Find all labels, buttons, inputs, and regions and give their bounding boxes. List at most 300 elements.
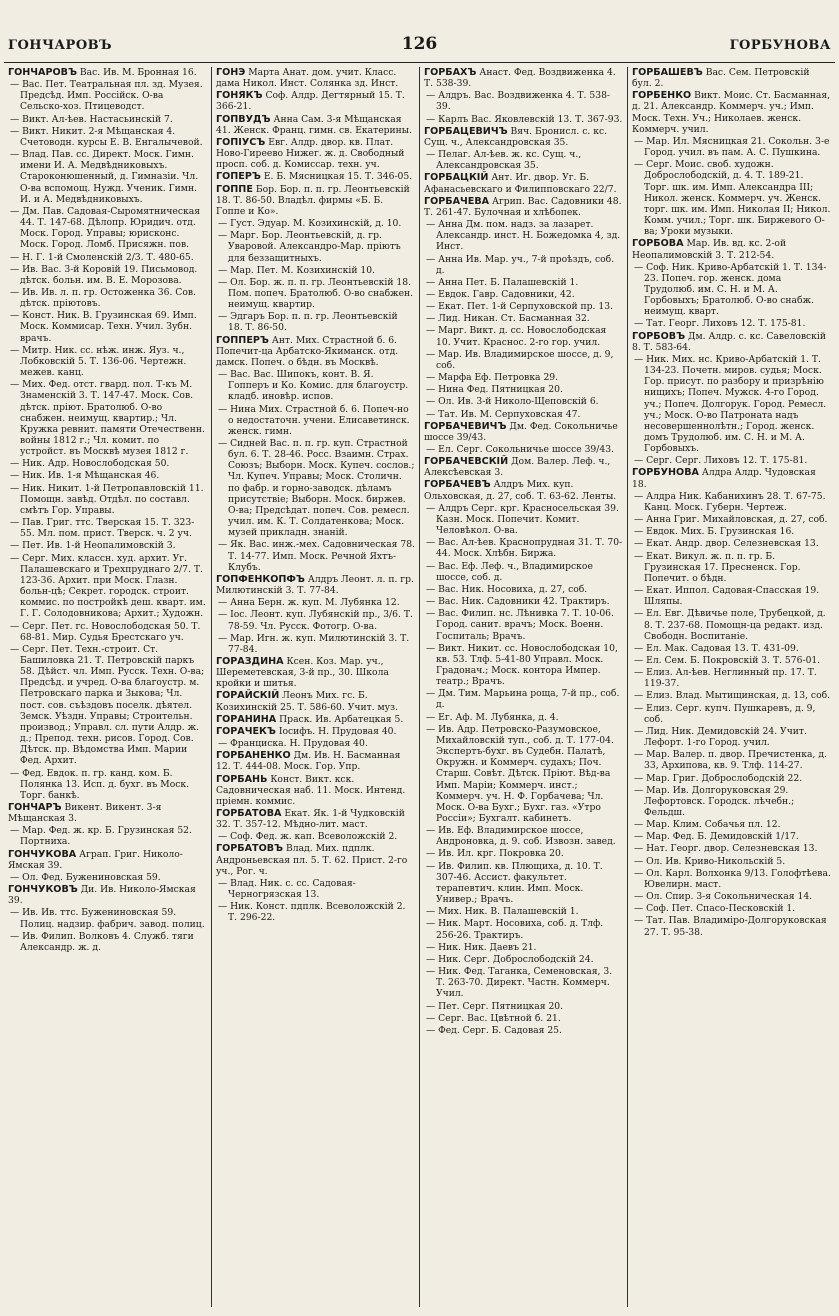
directory-entry [216,137,415,170]
entry-text: — Пет. Ив. 1-й Неопалимовскій 3. [10,540,176,552]
entry-text: — Ив. Ив. ттс. Бужениновская 59. Полиц. надзир. фабрич. завод. полиц. [10,907,205,930]
column-4 [628,67,835,1307]
directory-entry [424,67,623,89]
surname-heading: ГОРБАЦКІЙ [424,172,489,184]
directory-entry [216,184,415,217]
entry-text: — Серг. Моис. своб. художн. Доброслободскій, д. 4. Т. 189-21. Торг. шк. им. Имп. Александра ІІІ; Никол. женск. Коммерч. уч. Женск. торг. шк. им. Имп. Николая ІІ; Никол. Комм. учил.; Торг. шк. Биржевого О-ва; Уроки музыки. [634,159,831,238]
entry-text: — Ол. Карл. Волхонка 9/13. Голофтѣева. Ювелирн. маст. [634,867,831,890]
entry-text: — Анна Дм. пом. надз. за лазарет. Александр. инст. Н. Божедомка 4, зд. Инст. [426,219,621,253]
entry-text: Дом. Валер. Леф. ч., Алексѣевская 3. [424,456,611,479]
directory-entry [216,738,415,749]
entry-text: — Марг. Бор. Леонтьевскій, д. гр. Уваровой. Александро-Мар. пріютъ для беззащитныхъ. [218,230,401,264]
directory-entry [216,878,415,900]
entry-text: — Пелаг. Ал-ѣев. ж. кс. Сущ. ч., Александровская 35. [426,149,582,172]
entry-text: — Конст. Ник. В. Грузинская 69. Имп. Моск. Коммисар. Техн. Учил. Зубн. врачъ. [10,310,197,344]
directory-entry [8,540,207,551]
directory-entry [216,714,415,725]
surname-heading: ГОРБОВЪ [632,330,686,342]
entry-text: — Мар. Клим. Собачья пл. 12. [634,819,781,831]
directory-entry [8,872,207,883]
directory-entry [424,503,623,536]
directory-entry [424,942,623,953]
entry-text: — Вас. Вас. Шипокъ, конт. В. Я. Гопперъ и Ко. Комис. для благоустр. кладб. иновѣр. испов. [218,369,409,403]
page-header [4,0,835,63]
directory-entry [8,252,207,263]
directory-entry [8,67,207,78]
entry-text: Алдра Алдр. Чудовская 18. [632,467,816,490]
surname-heading: ГОНЧАРЪ [8,802,62,813]
surname-heading: ГОРБУНОВА [632,467,699,479]
entry-text: — Влад. Пав. сс. Директ. Моск. Гимн. имени И. А. Медвѣдниковыхъ. Староконюшенный, д. Гимназіи. Чл. О-ва вспомощ. Нужд. Ученик. Гимн. И. и А. Медвѣдниковыхъ. [10,149,199,205]
entry-text: Евг. Алдр. двор. кв. Плат. Ново-Гиреево Нижег. ж. д. Свободный просп. соб. д. Комиссар. техн. уч. [216,136,405,171]
entry-text: — Мар. Валер. п. двор. Пречистенка, д. 33, Архипова, кв. 9. Тлф. 114-27. [634,749,827,772]
entry-text: — Ив. Ив. л. п. гр. Остоженка 36. Сов. дѣтск. пріютовъ. [10,286,196,310]
directory-entry [632,491,831,513]
directory-entry [8,907,207,929]
entry-text: Бор. Бор. п. п. гр. Леонтьевскій 18. Т. 86-50. Владѣл. фирмы «Б. Б. Гоппе и Ко». [216,183,410,217]
entry-text: Анна Сам. 3-я Мѣщанская 41. Женск. Франц. гимн. св. Екатерины. [216,113,413,136]
directory-entry [8,114,207,125]
directory-entry [424,254,623,276]
entry-text: — Викт. Ал-ѣев. Настасьинскій 7. [10,113,173,125]
entry-text: Алдръ Леонт. л. п. гр. Милютинскій 3. Т. 77-84. [216,573,414,597]
entry-text: — Ник. Конст. пдплк. Всеволожскій 2. Т. 296-22. [218,901,406,924]
entry-text: Праск. Ив. Арбатецкая 5. [279,713,404,725]
surname-heading: ГОРБОВА [632,238,684,250]
directory-entry [424,688,623,710]
entry-text: — Дм. Пав. Садовая-Сыромятническая 44. Т. 147-68. Дѣлопр. Юридич. отд. Моск. Город. Управы; юрисконс. Моск. Город. Ломб. Присяжн. пов. [10,205,201,251]
entry-text: — Сидней Вас. п. п. гр. куп. Страстной бул. 6. Т. 28-46. Росс. Взаимн. Страх. Союзъ; Выборн. Моск. Купеч. сослов.; Чл. Купеч. Управы; Моск. Столичн. по фабр. и горно-заводск. дѣламъ присутствіе; Выборн. Моск. биржев. О-ва; Предсѣдат. попеч. Сов. ремесл. учил. им. К. Т. Солдатенкова; Моск. музей прикладн. знаній. [218,438,415,539]
entry-text: — Соф. Ник. Криво-Арбатскій 1. Т. 134-23. Попеч. гор. женск. дома Трудолюб. им. С. Н. и М. А. Горбовыхъ; Братолюб. О-во снабж. неимущ. кварт. [634,261,827,318]
surname-heading: ГОРБАЧЕВЪ [424,479,491,491]
entry-text: — Ол. Спир. 3-я Сокольническая 14. [634,891,813,903]
entry-text: — Мих. Фед. отст. гвард. пол. Т-къ М. Знаменскій 3. Т. 147-47. Моск. Сов. дѣтск. пріют. Братолюб. О-во снабжен. неимущ. квартир.; Чл. Кружка ревнит. памяти Отечественн. войны 1812 г.; Чл. комит. по устройст. въ Москвѣ музея 1812 г. [10,379,205,458]
entry-text: — Нат. Георг. двор. Селезневская 13. [634,843,818,855]
entry-text: Влад. Мих. пдплк. Андроньевская пл. 5. Т. 62. Прист. 2-го уч., Рог. ч. [216,843,408,877]
directory-entry [632,585,831,607]
directory-entry [632,90,831,135]
directory-entry [424,918,623,940]
entry-text: — Ел. Мак. Садовая 13. Т. 431-09. [634,642,799,654]
directory-entry [216,230,415,263]
directory-entry [424,861,623,906]
surname-heading: ГОРАЧЕКЪ [216,725,276,737]
directory-entry [216,690,415,712]
entry-text: Ант. Мих. Страстной б. 6. Попечит-ца Арбатско-Якиманск. отд. дамск. Попеч. о бѣдн. въ Москвѣ. [216,334,399,368]
entry-text: Ди. Ив. Николо-Ямская 39. [8,884,196,907]
directory-entry [632,238,831,260]
entry-text: — Влад. Ник. с. сс. Садовая-Черногрязская 13. [218,877,356,901]
directory-entry [8,149,207,205]
entry-text: — Мар. Игн. ж. куп. Милютинскій 3. Т. 77-84. [218,632,410,655]
entry-text: Ксен. Коз. Мар. уч., Шереметевская, 3-й пр., 30. Школа кройки и шитья. [216,655,389,690]
directory-entry [424,643,623,688]
page-number: 126 [401,34,438,54]
directory-entry [424,301,623,312]
entry-text: — Анна Берн. ж. куп. М. Лубянка 12. [218,597,400,609]
entry-text: — Фед. Серг. Б. Садовая 25. [426,1024,562,1036]
directory-entry [424,372,623,383]
directory-entry [216,438,415,538]
directory-entry [424,409,623,420]
surname-heading: ГОРБЕНКО [632,90,692,102]
entry-text: — Франциска. Н. Прудовая 40. [218,738,368,750]
surname-heading: ГОНЭ [216,67,246,78]
directory-entry [216,726,415,737]
entry-text: — Пет. Серг. Пятницкая 20. [426,1000,564,1012]
directory-entry [424,825,623,847]
directory-entry [216,171,415,182]
directory-entry [632,690,831,701]
directory-entry [424,1013,623,1024]
directory-entry [216,114,415,136]
surname-heading: ГОНЧАРОВЪ [8,67,77,78]
entry-text: — Ол. Бор. ж. п. п. гр. Леонтьевскій 18. Пом. попеч. Братолюб. О-во снабжен. неимущ. квартир. [218,276,414,311]
entry-text: Леонъ Мих. гс. Б. Козихинскій 25. Т. 586-60. Учит. муз. [216,690,398,713]
directory-entry [632,773,831,784]
directory-entry [632,749,831,771]
entry-text: — Ол. Ив. Криво-Никольскій 5. [634,855,786,867]
directory-entry [216,311,415,333]
directory-entry [8,884,207,906]
directory-entry [424,906,623,917]
surname-heading: ГОРБАНЕНКО [216,750,291,762]
directory-entry [632,262,831,318]
directory-entry [424,421,623,443]
surname-heading: ГОРБАШЕВЪ [632,67,703,78]
directory-entry [632,819,831,830]
directory-entry [8,310,207,343]
directory-entry [632,726,831,748]
entry-text: Вас. Сем. Петровскій бул. 2. [632,67,810,90]
entry-text: Соф. Алдр. Дегтярный 15. Т. 366-21. [216,90,405,113]
entry-text: Алдръ Мих. куп. Ольховская, д. 27, соб. Т. 63-62. Ленты. [424,479,617,502]
entry-text: — Ол. Ив. 3-й Николо-Щеповскій 6. [426,396,599,408]
entry-text: — Фед. Евдок. п. гр. канд. ком. Б. Полянка 13. Исп. д. бухг. въ Моск. Торг. банкѣ. [10,767,190,801]
entry-text: — Нина Фед. Пятницкая 20. [426,384,563,396]
surname-heading: ГОППЕ [216,183,253,195]
directory-entry [424,456,623,478]
entry-text: — Ив. Филип. Волковъ 4. Служб. тяги Александр. ж. д. [10,930,194,953]
directory-entry [424,196,623,218]
directory-entry [632,551,831,584]
column-1 [4,67,212,1307]
directory-entry [424,219,623,252]
surname-heading: ГОРБАЦЕВИЧЪ [424,125,508,137]
directory-entry [216,843,415,876]
entry-text: — Мар. Пет. М. Козихинскій 10. [218,264,376,276]
entry-text: — Лид. Никан. Ст. Басманная 32. [426,313,590,325]
directory-entry [216,90,415,112]
surname-heading: ГОРБАЧЕВИЧЪ [424,420,507,432]
entry-text: Дм. Алдр. с. кс. Савеловскій 8. Т. 583-64. [632,330,826,353]
directory-entry [216,901,415,923]
entry-text: — Серг. Вас. Цвѣтной б. 21. [426,1012,561,1024]
entry-text: — Мар. Ив. Долгоруковская 29. Лефортовск. Городск. лѣчебн.; Фельдш. [634,784,795,818]
entry-text: — Іос. Леонт. куп. Лубянскій пр., 3/6. Т. 78-59. Чл. Русск. Фотогр. О-ва. [218,609,413,632]
entry-text: — Ив. Вас. 3-й Коровій 19. Письмовод. дѣтск. больн. им. В. Е. Морозова. [10,263,198,286]
entry-text: — Елиз. Влад. Мытищинская, д. 13, соб. [634,690,831,702]
surname-heading: ГОРБАНЬ [216,773,268,785]
directory-entry [632,67,831,89]
directory-entry [8,517,207,539]
surname-heading: ГОНЧУКОВА [8,848,77,860]
entry-text: — Анна Григ. Михайловская, д. 27, соб. [634,514,828,526]
directory-entry [424,724,623,824]
directory-entry [424,537,623,559]
entry-text: — Густ. Эдуар. М. Козихинскій, д. 10. [218,218,402,230]
directory-entry [424,848,623,859]
entry-text: — Ив. Филип. кв. Плющиха, д. 10. Т. 307-46. Ассист. факультет. терапевтич. клин. Имп. Моск. Универ.; Врачъ. [426,860,603,906]
entry-text: Екат. Як. 1-й Чудковскій 32. Т. 357-12. Мѣдно-лит. маст. [216,808,405,831]
entry-text: — Н. Г. 1-й Смоленскій 2/3. Т. 480-65. [10,251,194,263]
entry-text: — Ив. Ил. крг. Покровка 20. [426,848,564,860]
directory-entry [424,584,623,595]
entry-text: — Лид. Ник. Демидовскій 24. Учит. Лефорт. 1-го Город. учил. [634,725,807,749]
entry-text: — Ег. Аф. М. Лубянка, д. 4. [426,711,559,723]
entry-text: — Ник. Март. Носовиха, соб. д. Тлф. 256-26. Трактиръ. [426,918,604,941]
entry-text: — Алдръ. Вас. Воздвиженка 4. Т. 538-39. [426,90,611,113]
entry-text: — Викт. Никит. 2-я Мѣщанская 4. Счетоводн. курсы Е. В. Енгалычевой. [10,125,203,148]
directory-entry [216,750,415,772]
entry-text: — Серг. Серг. Лиховъ 12. Т. 175-81. [634,455,808,467]
entry-text: — Эдгаръ Бор. п. п. гр. Леонтьевскій 18. Т. 86-50. [218,311,398,334]
entry-text: — Мар. Ил. Мясницкая 21. Сокольн. 3-е Город. учил. въ пам. А. С. Пушкина. [634,135,830,159]
directory-entry [216,597,415,608]
directory-entry [632,318,831,329]
directory-entry [632,331,831,353]
directory-entry [216,656,415,689]
entry-text: — Евдок. Гавр. Садовники, 42. [426,288,575,300]
entry-text: — Ник. Никит. 1-й Петропавловскій 11. Помощн. завѣд. Отдѣл. по составл. смѣтъ Гор. Управы. [10,482,204,516]
directory-entry [632,843,831,854]
directory-entry [8,931,207,953]
directory-entry [8,206,207,251]
directory-entry [424,608,623,641]
entry-text: — Марг. Викт. д. сс. Новослободская 10. Учит. Краснос. 2-го гор. учил. [426,325,607,348]
entry-text: — Ник. Серг. Доброслободскій 24. [426,953,594,965]
entry-text: — Нина Мих. Страстной б. 6. Попеч-но о недостаточн. учени. Елисаветинск. женск. гимн. [218,403,410,437]
directory-entry [216,369,415,402]
directory-entry [216,574,415,596]
directory-entry [216,609,415,631]
directory-entry [8,264,207,286]
directory-entry [8,825,207,847]
directory-entry [424,1001,623,1012]
entry-text: — Ел. Сем. Б. Покровскій 3. Т. 576-01. [634,654,821,666]
entry-text: — Мар. Фед. Б. Демидовскій 1/17. [634,831,799,843]
entry-text: Іосифъ. Н. Прудовая 40. [278,725,397,737]
entry-text: — Евдок. Мих. Б. Грузинская 16. [634,526,795,538]
directory-entry [632,455,831,466]
entry-text: — Викт. Никит. сс. Новослободская 10, кв. 53. Тлф. 5-41-80 Управл. Моск. Градонач.; Моск. контора Импер. театр.; Врачъ. [426,642,618,688]
entry-text: Дм. Ив. Н. Басманная 12. Т. 444-08. Моск. Гор. Упр. [216,750,401,773]
entry-text: Викт. Моис. Ст. Басманная, д. 21. Александр. Коммерч. уч.; Имп. Моск. Техн. Уч.; Николаев. женск. Коммерч. учил. [632,90,831,135]
directory-entry [8,849,207,871]
directory-entry [8,768,207,801]
directory-entry [424,444,623,455]
directory-entry [216,831,415,842]
column-3 [420,67,628,1307]
surname-heading: ГОПІУСЪ [216,136,266,148]
directory-entry [632,643,831,654]
entry-text: — Мар. Ив. Владимирское шоссе, д. 9, соб. [426,348,614,371]
entry-text: — Тат. Георг. Лиховъ 12. Т. 175-81. [634,318,806,330]
directory-entry [424,325,623,347]
surname-heading: ГОППЕРЪ [216,334,269,346]
entry-text: — Серг. Пет. Техн.-строит. Ст. Башиловка 21. Т. Петровскій паркъ 58. Дѣйст. чл. Имп. Русск. Техн. О-ва; Предсѣд. и учред. О-ва благоустр. м. Петровскаго парка и Зыкова; Чл. пост. сов. съѣздовъ поселк. дѣятел. Земск. Уѣздн. Управы; Строительн. производ.; Управл. сл. пути Алдр. ж. д.; Препод. техн. рисов. Город. Сов. Дѣтск. пр. Вѣдомства Имп. Марии Фед. Архит. [10,643,205,767]
entry-text: — Ник. Ник. Даевъ 21. [426,941,537,953]
entry-text: Марта Анат. дом. учит. Класс. дама Никол. Инст. Солянка зд. Инст. [216,67,399,90]
entry-text: — Карлъ Вас. Яковлевскій 13. Т. 367-93. [426,113,623,125]
entry-text: — Анна Ив. Мар. уч., 7-й проѣздъ, соб. д. [426,253,615,276]
directory-entry [632,655,831,666]
entry-text: — Ив. Адр. Петровско-Разумовское, Михайловскій туп., соб. д. Т. 177-04. Экспертъ-бухг. въ Судебн. Палатѣ, Окружн. и Коммерч. судахъ; Поч. Старш. Совѣт. Дѣтск. Пріют. Вѣд-ва Имп. Маріи; Коммерч. инст.; Коммерч. уч. Н. Ф. Горбачева; Чл. Моск. О-ва Бухг.; Бухг. газ. «Утро Россіи»; Бухгалт. кабинетъ. [426,723,614,824]
directory-entry [632,136,831,158]
directory-entry [632,903,831,914]
entry-text: Дм. Фед. Сокольничье шоссе 39/43. [424,420,618,443]
directory-entry [216,539,415,572]
directory-entry [424,1025,623,1036]
directory-entry [632,856,831,867]
directory-entry [424,289,623,300]
entry-text: — Серг. Мих. классн. худ. архит. Уг. Палашевскаго и Трехпруднаго 2/7. Т. 123-36. Архит. при Моск. Глазн. больн-цѣ; Секрет. городск. строит. коммис. по постройкѣ деш. кварт. им. Г. Г. Солодовникова; Архит.; Художн. [10,552,206,620]
surname-heading: ГОРБАХЪ [424,67,477,78]
entry-text: — Мар. Фед. ж. кр. Б. Грузинская 52. Портниха. [10,825,192,848]
entry-text: — Екат. Пет. 1-й Серпуховской пр. 13. [426,301,614,313]
entry-text: — Екат. Викул. ж. п. п. гр. Б. Грузинская 17. Пресненск. Гор. Попечит. о бѣдн. [634,550,801,584]
directory-entry [8,126,207,148]
entry-text: Агрип. Вас. Садовники 48. Т. 261-47. Булочная и хлѣбопек. [424,195,622,218]
directory-entry [632,354,831,454]
entry-text: — Екат. Андр. двор. Селезневская 13. [634,538,819,550]
directory-entry [216,218,415,229]
entry-text: — Ник. Ив. 1-я Мѣщанская 46. [10,470,160,482]
entry-text: Мар. Ив. вд. кс. 2-ой Неопалимовскій 3. Т. 212-54. [632,238,787,261]
entry-text: — Вас. Филип. нс. Лѣнивка 7. Т. 10-06. Город. санит. врачъ; Моск. Военн. Госпиталь; Врачъ. [426,608,614,642]
surname-heading: ГОНЯКЪ [216,90,263,102]
entry-text: — Соф. Фед. ж. кап. Всеволожскій 2. [218,831,398,843]
directory-entry [632,608,831,641]
directory-entry [632,526,831,537]
directory-entry [424,479,623,501]
directory-entry [632,703,831,725]
directory-entry [8,644,207,767]
running-head-left: ГОНЧАРОВЪ [8,38,113,53]
directory-entry [8,470,207,481]
directory-entry [216,808,415,830]
entry-text: — Вас. Пет. Театральная пл. зд. Музея. Предсѣд. Имп. Россійск. О-ва Сельско-хоз. Птицеводст. [10,79,203,113]
directory-entry [424,277,623,288]
directory-entry [632,667,831,689]
directory-entry [216,265,415,276]
directory-entry [424,313,623,324]
directory-entry [8,621,207,643]
directory-entry [424,396,623,407]
directory-entry [8,553,207,620]
directory-entry [424,384,623,395]
entry-text: — Алдръ Серг. крг. Красносельская 39. Казн. Моск. Попечит. Комит. Человѣкол. О-ва. [426,502,619,537]
column-2 [212,67,420,1307]
entry-text: — Ник. Фед. Таганка, Семеновская, 3. Т. 263-70. Директ. Частн. Коммерч. Учил. [426,966,613,1000]
entry-text: — Дм. Тим. Марьина роща, 7-й пр., соб. д. [426,688,620,711]
surname-heading: ГОРАЗДИНА [216,655,284,667]
entry-text: — Алдра Ник. Кабанихинъ 28. Т. 67-75. Канц. Моск. Губерн. Чертеж. [634,490,826,513]
directory-entry [8,483,207,516]
directory-entry [424,172,623,194]
directory-entry [632,891,831,902]
directory-entry [424,114,623,125]
entry-text: — Ник. Адр. Новослободская 50. [10,458,170,470]
directory-entry [632,831,831,842]
directory-entry [8,379,207,457]
entry-text: — Серг. Пет. гс. Новослободская 50. Т. 68-81. Мир. Судья Брестскаго уч. [10,620,201,643]
directory-entry [8,458,207,469]
entry-text: — Ел. Евг. Дѣвичье поле, Трубецкой, д. 8. Т. 237-68. Помощн-ца редакт. изд. Свободн. Воспитаніе. [634,608,826,642]
directory-entry [8,802,207,824]
directory-entry [216,633,415,655]
directory-entry [424,966,623,999]
surname-heading: ГОРАЙСКІЙ [216,690,280,702]
directory-entry [424,349,623,371]
entry-text: Е. Б. Мясницкая 15. Т. 346-05. [263,171,413,183]
entry-text: — Ел. Серг. Сокольничье шоссе 39/43. [426,444,614,455]
entry-text: — Ол. Фед. Бужениновская 59. [10,871,161,883]
directory-entry [424,149,623,171]
directory-entry [632,467,831,489]
directory-entry [632,538,831,549]
directory-entry [424,596,623,607]
directory-entry [424,126,623,148]
entry-text: — Пав. Григ. ттс. Тверская 15. Т. 323-55. Мл. пом. прист. Тверск. ч. 2 уч. [10,517,195,540]
running-head-right: ГОРБУНОВА [729,38,831,53]
entry-text: — Вас. Еф. Леф. ч., Владимирское шоссе, соб. д. [426,560,593,583]
entry-text: Ант. Иг. двор. Уг. Б. Афанасьевскаго и Филипповскаго 22/7. [424,172,617,195]
entry-text: — Елиз. Серг. купч. Пушкаревъ, д. 9, соб. [634,702,816,725]
entry-text: — Митр. Ник. сс. нѣж. инж. Яуз. ч., Лобковскій 5. Т. 136-06. Чертежн. межев. канц. [10,344,187,379]
entry-text: — Соф. Пет. Спасо-Песковскій 1. [634,903,796,915]
directory-entry [632,785,831,818]
entry-text: — Ив. Еф. Владимирское шоссе, Андроновка, д. 9. соб. Извозн. завед. [426,825,616,848]
entry-text: Викент. Викент. 3-я Мѣщанская 3. [8,802,162,825]
entry-text: — Тат. Ив. М. Серпуховская 47. [426,408,581,420]
directory-entry [632,159,831,237]
entry-text: Вас. Ив. М. Бронная 16. [79,67,197,78]
surname-heading: ГОРБАЧЕВА [424,195,490,207]
directory-entry [8,287,207,309]
directory-entry [216,67,415,89]
entry-text: — Вас. Ник. Садовники 42. Трактиръ. [426,596,610,608]
surname-heading: ГОНЧУКОВЪ [8,884,78,896]
entry-text: Вяч. Бронисл. с. кс. Сущ. ч., Александровская 35. [424,125,608,148]
entry-text: — Мих. Ник. В. Палашевскій 1. [426,906,579,918]
surname-heading: ГОПВУДЪ [216,113,271,125]
entry-text: — Вас. Ал-ѣев. Краснопрудная 31. Т. 70-44. Моск. Хлѣбн. Биржа. [426,537,623,560]
directory-entry [8,345,207,378]
directory-entry [424,712,623,723]
entry-text: Конст. Викт. кск. Садовническая наб. 11. Моск. Интенд. пріемн. коммис. [216,773,406,807]
directory-entry [216,404,415,437]
surname-heading: ГОРАНИНА [216,713,277,725]
entry-text: — Елиз. Ал-ѣев. Неглинный пр. 17. Т. 119-37. [634,667,817,690]
entry-text: — Марфа Еф. Петровка 29. [426,372,559,384]
directory-entry [424,561,623,583]
directory-entry [632,514,831,525]
entry-text: — Анна Пет. Б. Палашевскій 1. [426,276,579,288]
entry-text: Аграп. Григ. Николо-Ямская 39. [8,848,183,871]
directory-entry [424,954,623,965]
entry-text: — Як. Вас. инж.-мех. Садовническая 78. Т. 14-77. Имп. Моск. Речной Яхтъ-Клубъ. [218,539,415,573]
